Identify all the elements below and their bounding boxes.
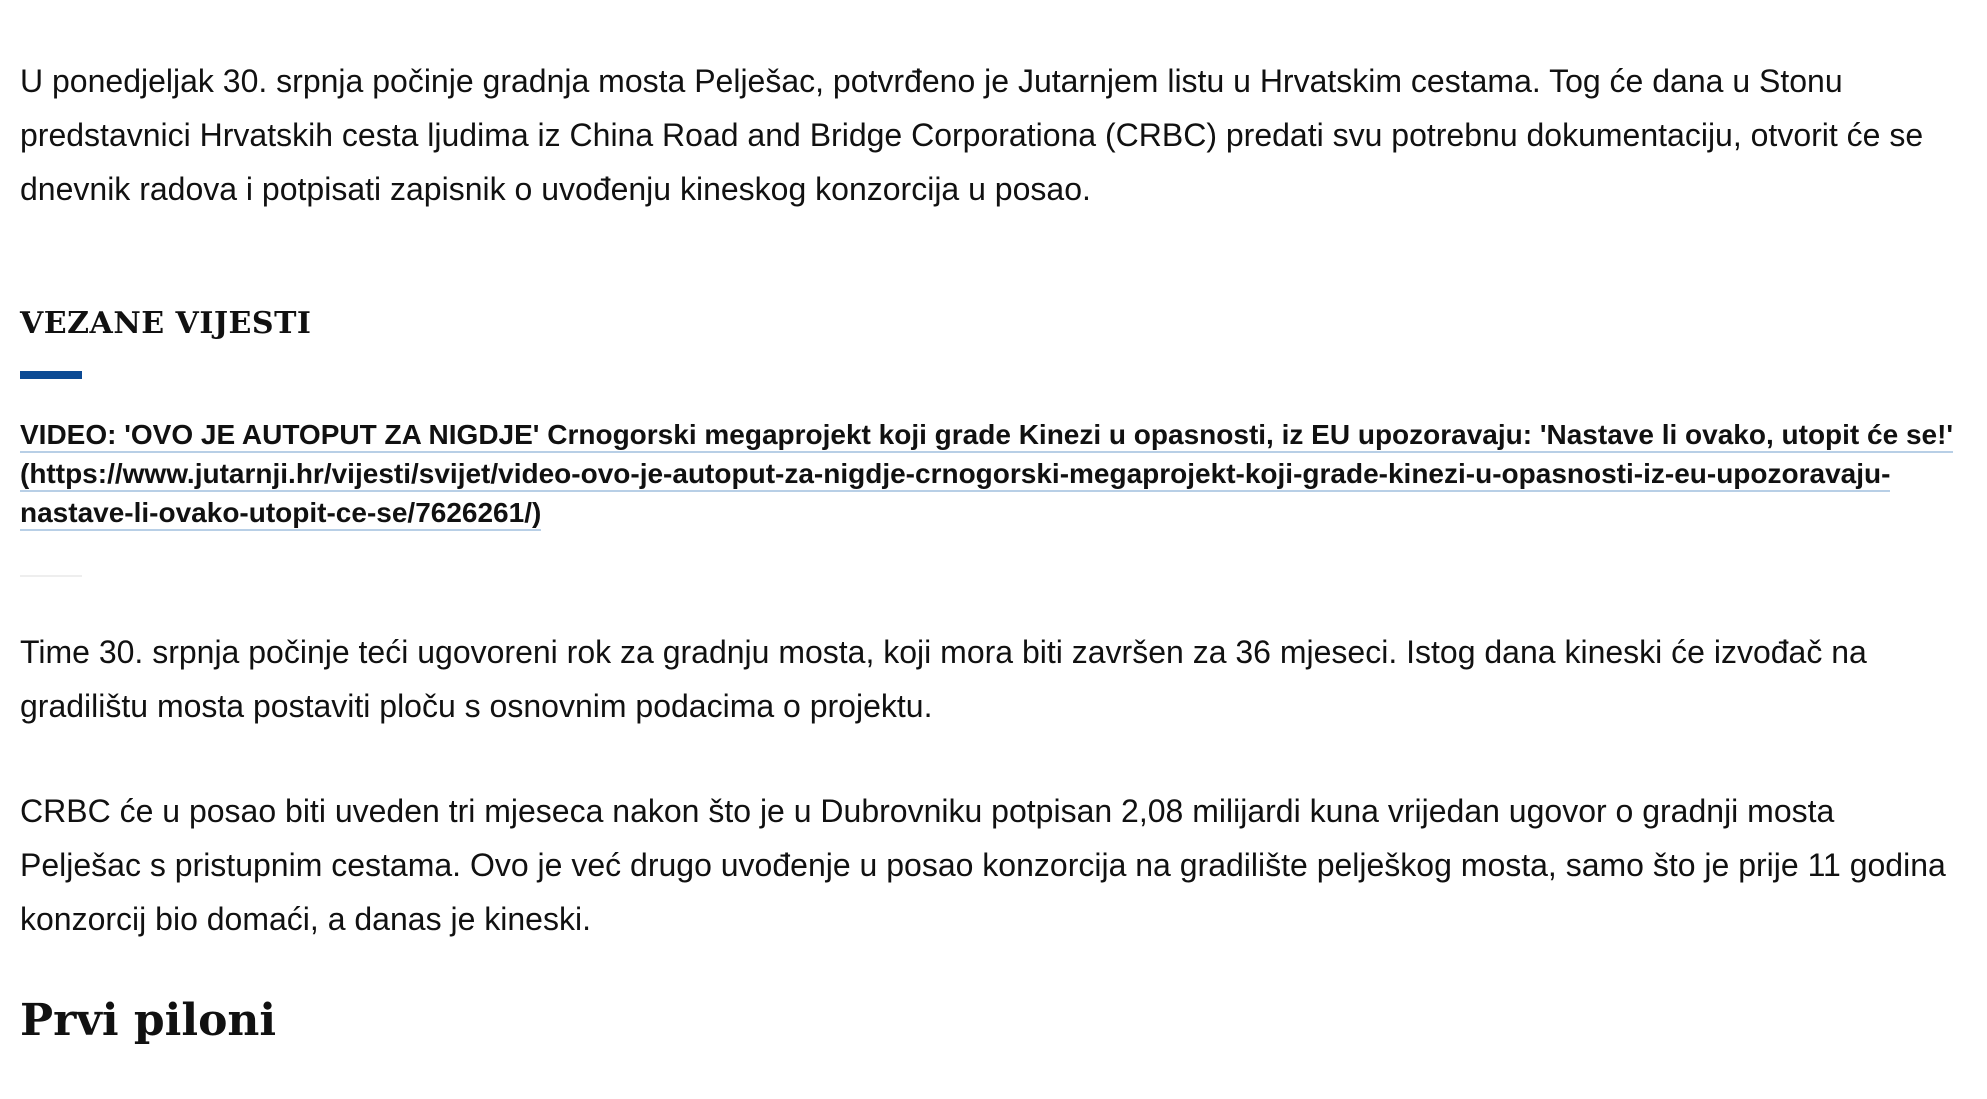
related-news-accent-bar xyxy=(20,371,82,379)
related-news-divider xyxy=(20,575,82,577)
article-paragraph-2: Time 30. srpnja počinje teći ugovoreni rok za gradnju mosta, koji mora biti završen za 36 mjeseci. Istog dana kineski će izvođač na gradilištu mosta postaviti ploču s osnovnim podacima o projektu. xyxy=(20,634,1867,724)
section-subheading: Prvi piloni xyxy=(20,995,277,1046)
article-paragraph-3: CRBC će u posao biti uveden tri mjeseca nakon što je u Dubrovniku potpisan 2,08 milijardi kuna vrijedan ugovor o gradnji mosta Pelješac s pristupnim cestama. Ovo je već drugo uvođenje u posao konzorcija na gradilište pelješkog mosta, samo što je prije 11 godina konzorcij bio domaći, a danas je kineski. xyxy=(20,793,1946,937)
related-news-link[interactable] xyxy=(20,415,1960,532)
related-news-title: VEZANE VIJESTI xyxy=(20,306,312,341)
related-news-link-text: VIDEO: 'OVO JE AUTOPUT ZA NIGDJE' Crnogorski megaprojekt koji grade Kinezi u opasnosti, iz EU upozoravaju: 'Nastave li ovako, utopit će se!' (https://www.jutarnji.hr/vijesti/svijet/video-ovo-je-autoput-za-nigdje-crnogorski-megaprojekt-koji-grade-kinezi-u-opasnosti-iz-eu-upozoravaju-nastave-li-ovako-utopit-ce-se/7626261/) xyxy=(20,419,1953,531)
article-paragraph-1: U ponedjeljak 30. srpnja počinje gradnja mosta Pelješac, potvrđeno je Jutarnjem listu u Hrvatskim cestama. Tog će dana u Stonu predstavnici Hrvatskih cesta ljudima iz China Road and Bridge Corporationa (CRBC) predati svu potrebnu dokumentaciju, otvorit će se dnevnik radova i potpisati zapisnik o uvođenju kineskog konzorcija u posao. xyxy=(20,63,1924,207)
